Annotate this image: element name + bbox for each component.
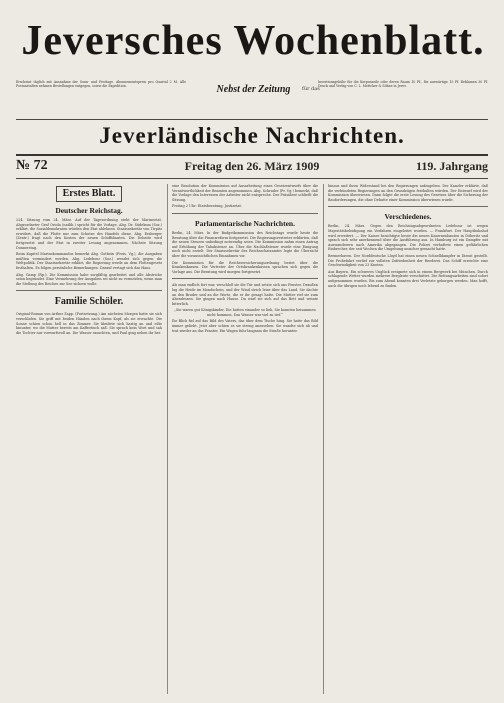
masthead-info-right: Insertionsgebühr für die Korpuszeile oder deren Raum 10 Pf., für auswärtige 15 Pf. Reklamen 30 Pf. Druck und Verlag von C. L. Mettcker & Söhne in Jever. bbox=[318, 80, 488, 89]
article-text: Berlin, 24. März. In der Budgetkommission des Reichstags wurde heute die Beratung über die Finanzreform fortgesetzt. Die Regierungsvertreter erklärten, daß die neuen Steuern unbedingt notwendig seien. Die Kommission nahm einen Antrag auf Erhöhung der Tabaksteuer an. Über die Nachlaßsteuer wurde eine Einigung noch nicht erzielt. Der Staatssekretär des Reichsschatzamtes legte die Übersicht über die voraussichtlichen Einnahmen vor. bbox=[172, 230, 318, 258]
article-text: 224. Sitzung vom 24. März. Auf der Tagesordnung steht der Marineetat. Abgeordneter Graf Oriola (natlib.) spricht für die Vorlage. Abg. Dr. Südekum (Soz.) erklärt, die Sozialdemokraten würden den Etat ablehnen. Staatssekretär von Tirpitz erwidert, daß die Flotte nur zum Schutze des Handels diene. Abg. Erzberger (Zentr.) fragt nach den Kosten der neuen Schiffsbauten. Die Debatte wird fortgesetzt und der Etat in zweiter Lesung angenommen. Nächste Sitzung Donnerstag. bbox=[16, 218, 162, 250]
column-1 bbox=[16, 184, 162, 694]
issue-number: № 72 bbox=[16, 158, 48, 173]
masthead-subrow bbox=[16, 80, 488, 116]
section-divider bbox=[16, 290, 162, 291]
column-2 bbox=[172, 184, 318, 694]
serial-text: Ihr Blick fiel auf das Bild des Vaters, das über dem Tische hing. Sie hatte das Bild immer geliebt. Jetzt aber schien es sie streng anzusehen. Sie wandte sich ab und trat wieder an das Fenster. Ein Wagen fuhr langsam die Straße herunter. bbox=[172, 319, 318, 333]
serial-heading-familie-schoeler: Familie Schöler. bbox=[54, 296, 124, 308]
section-divider bbox=[172, 213, 318, 214]
serial-text: Als man endlich fort war, verschloß sie die Tür und setzte sich ans Fenster. Draußen lag die Heide im Mondschein, und der Wind strich leise über das Land. Sie dachte an den Bruder und an die Worte, die er ihr gesagt hatte. Die Mutter rief sie zum Abendessen. Sie gingen nach Hause. Da warf sie sich auf das Bett und weinte bitterlich. bbox=[172, 283, 318, 306]
section-heading-erstes-blatt: Erstes Blatt. bbox=[16, 186, 162, 202]
masthead-info-left: Erscheint täglich mit Ausnahme der Sonn- und Festtage. Abonnementspreis pro Quartal 2 M. Alle Postanstalten nehmen Bestellungen entgegen, sowie die Expedition. bbox=[16, 80, 186, 89]
article-text: Abg. Gamp (Rp.): Die Kommission habe sorgfältig gearbeitet und alle Abstriche seien begründet. Eine Vermehrung der Ausgaben sei nicht zu vermeiden, wenn man die Stellung des Reiches zur See sichern wolle. bbox=[16, 272, 162, 286]
column-separator bbox=[167, 184, 168, 694]
article-text: Die Kommission für die Reichsversicherungsordnung beriet über die Krankenkassen. Die Vertreter der Ortskrankenkassen sprachen sich gegen die Vorlage aus. Die Beratung wird morgen fortgesetzt. bbox=[172, 260, 318, 274]
section-divider bbox=[172, 278, 318, 279]
masthead-fuer-label: für das bbox=[302, 86, 320, 92]
article-heading-parlamentarische-nachrichten: Parlamentarische Nachrichten. bbox=[195, 218, 295, 228]
masthead-supplement-label: Nebst der Zeitung bbox=[216, 84, 291, 95]
issue-info-row bbox=[16, 158, 488, 176]
article-text: eine Resolution der Kommission auf Ausarbeitung eines Gesetzentwurfs über die Verantwortlichkeit der Beamten angenommen. Abg. Schrader (Fr. Vg.) bemerkt, daß die Vorlage den Interessen der Arbeiter nicht entspreche. Der Präsident schließt die Sitzung. bbox=[172, 184, 318, 202]
article-text: Aus Bayern. Ein schweres Unglück ereignete sich in einem Bergwerk bei München. Durch schlagende Wetter wurden mehrere Bergleute verschüttet. Die Rettungsarbeiten sind sofort aufgenommen worden. Bis zum Abend konnten drei Verletzte geborgen werden. Man hofft, auch die übrigen noch lebend zu finden. bbox=[328, 269, 488, 288]
divider-top bbox=[16, 119, 488, 120]
article-heading-reichstag: Deutscher Reichstag. bbox=[55, 206, 123, 215]
article-text: Bremerhaven. Der Norddeutsche Lloyd hat einen neuen Schnelldampfer in Dienst gestellt. Die Probefahrt verlief zur vollsten Zufriedenheit der Reederei. Das Schiff erreichte eine Geschwindigkeit von 23 Knoten. bbox=[328, 253, 488, 268]
poem-text: „Sie waren gut Königskinder, Die hatten einander so lieb, Sie konnten beisammen nicht kommen, Das Wasser war viel zu tief.“ bbox=[174, 308, 316, 317]
article-text: hinaus und ihren Widerstand bei den Regierungen aufzugeben. Der Kanzler erklärte, daß die verbündeten Regierungen an den Grundzügen festhalten würden. Der Entwurf wird der Kommission überwiesen. Dann folgte die erste Lesung des Gesetzes über die Sicherung der Bauforderungen, die ohne Debatte einer Kommission überwiesen wurde. bbox=[328, 184, 488, 202]
article-text: Freitag 2 Uhr: Etatsberatung, Justizetat. bbox=[172, 204, 242, 209]
serial-text: Original-Roman von Arthur Zapp. (Fortsetzung.) Am nächsten Morgen hatte sie sich verschlafen. Sie griff mit beiden Händen nach ihrem Kopf, als sie erwachte. Die Sonne schien schon hell in das Zimmer. Sie kleidete sich hastig an und eilte hinunter, wo die Mutter bereits am Kaffeetisch saß. Sie sprach kein Wort und sah die Tochter nur vorwurfsvoll an. Die Wasser rauschten, und Paul ging neben ihr her. bbox=[16, 312, 162, 335]
article-text: Beim Kapitel Marinekommandos bemerkt Abg. Gothein (Freis. Vg.), die Ausgaben müßten vermindert werden. Abg. Ledebour (Soz.) wendet sich gegen die Weltpolitik. Der Staatssekretär erklärt, die Regierung werde an dem Flottengesetz festhalten. Es folgen persönliche Bemerkungen. Darauf vertagt sich das Haus. bbox=[16, 252, 162, 270]
newspaper-subtitle: Jeverländische Nachrichten. bbox=[99, 123, 405, 148]
issue-year: 119. Jahrgang bbox=[415, 159, 488, 173]
newspaper-masthead: Jeversches Wochenblatt. bbox=[21, 18, 485, 64]
column-3 bbox=[328, 184, 488, 694]
section-divider bbox=[328, 206, 488, 207]
column-separator bbox=[323, 184, 324, 694]
issue-date: Freitag den 26. März 1909 bbox=[184, 159, 320, 173]
divider-bottom bbox=[16, 178, 488, 179]
divider-middle bbox=[16, 154, 488, 156]
article-text: Berlin, 24. März. Gegen den Reichstagsabgeordneten Ledebour ist wegen Majestätsbeleidigung ein Verfahren eingeleitet worden. — Frankfurt. Der Hauptbahnhof wird erweitert. — Der Kaiser besichtigte heute die neuen Kasernenbauten in Döberitz und sprach sich sehr anerkennend über die Ausführung aus. In Hamburg ist ein Dampfer mit Auswanderern nach Amerika abgegangen. Die Polizei verhaftete einen gefährlichen Einbrecher, der seit Wochen die Umgebung unsicher gemacht hatte. bbox=[328, 224, 488, 252]
article-heading-verschiedenes: Verschiedenes. bbox=[384, 212, 432, 222]
